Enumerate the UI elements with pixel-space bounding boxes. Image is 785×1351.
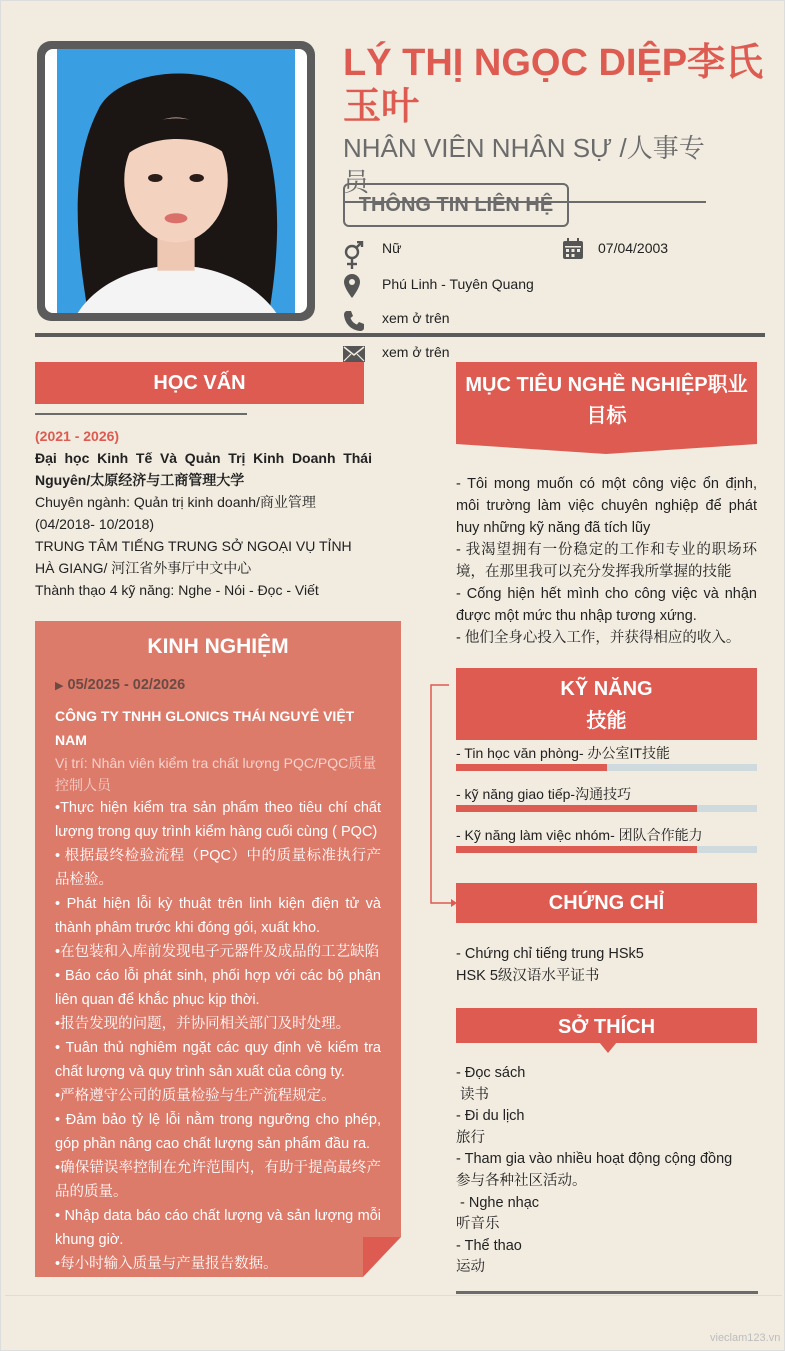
hobby-line: - Đọc sách xyxy=(456,1065,526,1081)
bottom-divider xyxy=(456,1291,758,1294)
experience-date xyxy=(55,673,381,698)
birthday-value: 07/04/2003 xyxy=(598,240,669,256)
skill-bar-fill xyxy=(456,764,607,771)
hobby-line: 读书 xyxy=(456,1086,490,1103)
experience-item: • Nhập data báo cáo chất lượng và sản lượng mỗi khung giờ. xyxy=(55,1208,381,1248)
candidate-name: LÝ THỊ NGỌC DIỆP李氏玉叶 xyxy=(343,42,764,128)
education-period: (2021 - 2026) xyxy=(35,428,120,444)
experience-item: • Báo cáo lỗi phát sinh, phối hợp với các bộ phận liên quan để khắc phục kịp thời. xyxy=(55,968,381,1008)
gender-value: Nữ xyxy=(382,240,402,256)
skill-bar xyxy=(456,846,757,853)
experience-item: •在包装和入库前发现电子元器件及成品的工艺缺陷 xyxy=(55,944,380,960)
phone-value: xem ở trên xyxy=(382,310,450,326)
footer-line xyxy=(5,1295,782,1296)
certificates-text xyxy=(456,943,757,987)
skill-bar-fill xyxy=(456,846,697,853)
phone-icon xyxy=(343,310,365,332)
hobby-line: - Tham gia vào nhiều hoạt động cộng đồng xyxy=(456,1151,733,1168)
gender-icon xyxy=(342,241,366,271)
experience-heading: KINH NGHIỆM xyxy=(147,635,289,658)
education-underline xyxy=(35,413,247,415)
skill-label: - Tin học văn phòng- 办公室IT技能 xyxy=(456,745,670,761)
experience-item: • 根据最终检验流程（PQC）中的质量标准执行产品检验。 xyxy=(55,848,381,888)
hobbies-heading: SỞ THÍCH xyxy=(456,1008,757,1043)
calendar-icon xyxy=(562,238,584,260)
skill-bar xyxy=(456,764,757,771)
skill-bar xyxy=(456,805,757,812)
skills-heading-zh: 技能 xyxy=(586,710,627,732)
goal-heading: MỤC TIÊU NGHỀ NGHIỆP职业目标 xyxy=(465,374,748,427)
hobby-line: 参与各种社区活动。 xyxy=(456,1172,587,1189)
skills-heading-vi: KỸ NĂNG xyxy=(560,678,653,700)
education-heading: HỌC VẤN xyxy=(35,362,364,404)
certificates-heading: CHỨNG CHỈ xyxy=(456,883,757,923)
job-title: NHÂN VIÊN NHÂN SỰ /人事专员 xyxy=(343,131,706,203)
experience-item: •Thực hiện kiểm tra sản phẩm theo tiêu chí chất lượng trong quy trình kiểm hàng cuối cùng ( PQC) xyxy=(55,800,381,840)
triangle-bullet-icon: ▶ xyxy=(55,680,64,692)
experience-item: •报告发现的问题，并协同相关部门及时处理。 xyxy=(55,1016,351,1032)
goal-line: - 我渴望拥有一份稳定的工作和专业的职场环境，在那里我可以充分发挥我所掌握的技能 xyxy=(456,542,757,580)
hobbies-text xyxy=(456,1063,757,1279)
hobby-line: - Nghe nhạc xyxy=(456,1194,540,1211)
goal-line: - Cống hiện hết mình cho công việc và nhận được một mức thu nhập tương xứng. xyxy=(456,586,757,624)
education-period-2: (04/2018- 10/2018) xyxy=(35,516,155,532)
goal-line: - Tôi mong muốn có một công việc ổn định, môi trường làm việc chuyên nghiệp để phát huy những kỹ năng đã tích lũy xyxy=(456,476,757,536)
experience-section xyxy=(35,621,401,1277)
hobby-line: - Thể thao xyxy=(456,1237,522,1254)
education-center: TRUNG TÂM TIẾNG TRUNG SỞ NGOẠI VỤ TỈNH HÀ GIANG/ 河江省外事厅中文中心 xyxy=(35,538,352,576)
email-value: xem ở trên xyxy=(382,344,450,360)
header-divider xyxy=(35,333,765,337)
hobby-line: - Đi du lịch xyxy=(456,1108,525,1125)
experience-item: •每小时输入质量与产量报告数据。 xyxy=(55,1256,278,1272)
goal-line: - 他们全身心投入工作，并获得相应的收入。 xyxy=(456,630,741,646)
skill-label: - kỹ năng giao tiếp-沟通技巧 xyxy=(456,786,632,802)
skill-label: - Kỹ năng làm việc nhóm- 团队合作能力 xyxy=(456,827,703,843)
experience-item: • Đảm bảo tỷ lệ lỗi nằm trong ngưỡng cho phép, góp phần nâng cao chất lượng sản phẩm đầu ra. xyxy=(55,1112,381,1152)
experience-company: CÔNG TY TNHH GLONICS THÁI NGUYÊ VIỆT NAM xyxy=(55,708,355,748)
skills-heading xyxy=(456,668,757,740)
skill-bar-fill xyxy=(456,805,697,812)
experience-item: •确保错误率控制在允许范围内，有助于提高最终产品的质量。 xyxy=(55,1160,381,1200)
education-major: Chuyên ngành: Quản trị kinh doanh/商业管理 xyxy=(35,494,316,510)
hobby-line: 运动 xyxy=(456,1259,485,1276)
contact-info-heading: THÔNG TIN LIÊN HỆ xyxy=(343,183,569,227)
watermark: vieclam123.vn xyxy=(710,1332,781,1344)
experience-item: • Tuân thủ nghiêm ngặt các quy định về kiểm tra chất lượng và quy trình sản xuất của công ty. xyxy=(55,1040,381,1080)
goal-text xyxy=(456,473,757,649)
certificate-line: - Chứng chỉ tiếng trung HSk5 xyxy=(456,946,644,962)
hobby-line: 听音乐 xyxy=(456,1216,500,1233)
profile-photo xyxy=(57,49,295,313)
location-pin-icon xyxy=(344,274,360,298)
education-school: Đại học Kinh Tế Và Quản Trị Kinh Doanh Thái Nguyên/太原经济与工商管理大学 xyxy=(35,450,372,488)
profile-photo-frame xyxy=(37,41,315,321)
email-icon xyxy=(343,346,365,362)
education-section xyxy=(35,425,372,601)
experience-item: • Phát hiện lỗi kỳ thuật trên linh kiện điện tử và thành phâm trước khi đóng gói, xuất kho. xyxy=(55,896,381,936)
education-skills: Thành thạo 4 kỹ năng: Nghe - Nói - Đọc - Viết xyxy=(35,582,319,598)
hobby-line: 旅行 xyxy=(456,1129,485,1146)
experience-date-text: 05/2025 - 02/2026 xyxy=(67,677,186,693)
page-fold-corner xyxy=(363,1237,401,1277)
experience-position: Vị trí: Nhân viên kiểm tra chất lượng PQC/PQC质量控制人员 xyxy=(55,755,377,793)
section-connector xyxy=(427,683,457,909)
hobbies-pointer xyxy=(599,1042,617,1053)
address-value: Phú Linh - Tuyên Quang xyxy=(382,276,534,292)
experience-item: •严格遵守公司的质量检验与生产流程规定。 xyxy=(55,1088,336,1104)
certificate-line: HSK 5级汉语水平证书 xyxy=(456,968,600,984)
